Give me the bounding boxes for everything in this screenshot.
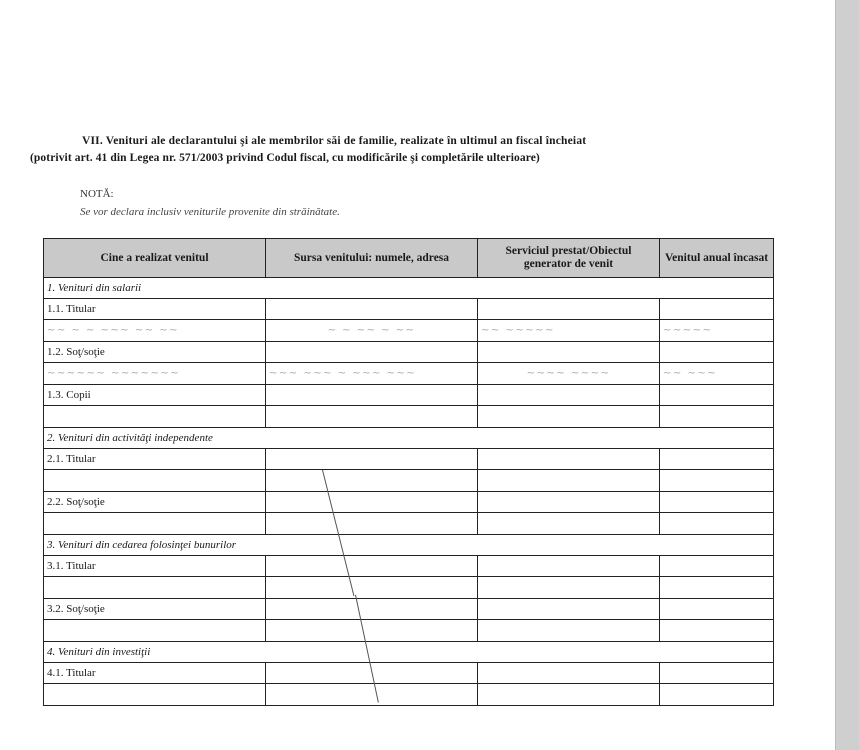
table-row xyxy=(44,449,774,470)
section-row xyxy=(44,428,774,449)
handwritten-entry: ~~~ ~~~ ~ ~~~ ~~~ xyxy=(266,363,478,385)
row-label: 2.1. Titular xyxy=(44,449,266,470)
section-subtitle: (potrivit art. 41 din Legea nr. 571/2003 privind Codul fiscal, cu modificările şi completările ulterioare) xyxy=(30,152,540,164)
table-row xyxy=(44,385,774,406)
row-label: 2.2. Soţ/soţie xyxy=(44,492,266,513)
handwritten-entry: ~~ ~~~~~ xyxy=(478,320,660,342)
viewer-scrollbar[interactable] xyxy=(835,0,859,750)
handwritten-entry: ~~ ~ ~ ~~~ ~~ ~~ xyxy=(44,320,266,342)
table-row xyxy=(44,684,774,706)
row-label: 4.1. Titular xyxy=(44,663,266,684)
table-row xyxy=(44,299,774,320)
section-row xyxy=(44,535,774,556)
row-label: 1.2. Soţ/soţie xyxy=(44,342,266,363)
section-heading xyxy=(30,133,780,167)
table-row xyxy=(44,556,774,577)
row-label: 3.2. Soţ/soţie xyxy=(44,599,266,620)
header-service: Serviciul prestat/Obiectul generator de venit xyxy=(478,239,660,278)
handwritten-entry: ~~~~ ~~~~ xyxy=(478,363,660,385)
table-row xyxy=(44,663,774,684)
table-row xyxy=(44,599,774,620)
row-label: 3.1. Titular xyxy=(44,556,266,577)
handwritten-entry: ~~~~~ xyxy=(660,320,774,342)
table-header-row xyxy=(44,239,774,278)
section-row xyxy=(44,278,774,299)
section-title-property-use: 3. Venituri din cedarea folosinţei bunurilor xyxy=(44,535,774,556)
nota-text: Se vor declara inclusiv veniturile provenite din străinătate. xyxy=(80,206,340,218)
header-source: Sursa venitului: numele, adresa xyxy=(266,239,478,278)
header-income: Venitul anual încasat xyxy=(660,239,774,278)
table-row xyxy=(44,513,774,535)
table-row xyxy=(44,577,774,599)
table-row xyxy=(44,470,774,492)
row-label: 1.1. Titular xyxy=(44,299,266,320)
handwritten-entry: ~~~~~~ ~~~~~~~ xyxy=(44,363,266,385)
row-label: 1.3. Copii xyxy=(44,385,266,406)
section-row xyxy=(44,642,774,663)
table-row xyxy=(44,406,774,428)
section-title-salaries: 1. Venituri din salarii xyxy=(44,278,774,299)
table-row xyxy=(44,320,774,342)
table-row xyxy=(44,363,774,385)
nota-label: NOTĂ: xyxy=(80,188,114,200)
header-who: Cine a realizat venitul xyxy=(44,239,266,278)
table-row xyxy=(44,492,774,513)
table-row xyxy=(44,342,774,363)
table-row xyxy=(44,620,774,642)
handwritten-entry: ~~ ~~~ xyxy=(660,363,774,385)
handwritten-entry: ~ ~ ~~ ~ ~~ xyxy=(266,320,478,342)
section-title-independent: 2. Venituri din activităţi independente xyxy=(44,428,774,449)
section-title: VII. Venituri ale declarantului şi ale membrilor săi de familie, realizate în ultimul an fiscal încheiat xyxy=(82,135,587,147)
section-title-investments: 4. Venituri din investiţii xyxy=(44,642,774,663)
income-table xyxy=(43,238,774,706)
